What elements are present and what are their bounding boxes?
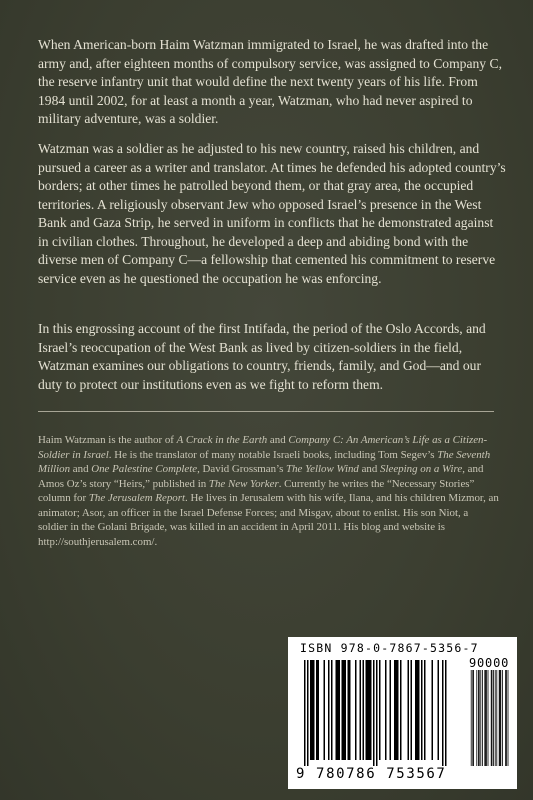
barcode-bar bbox=[421, 660, 423, 760]
barcode-bar bbox=[408, 660, 410, 760]
isbn-label: ISBN 978-0-7867-5356-7 bbox=[300, 641, 479, 655]
barcode-bar bbox=[499, 670, 500, 766]
barcode-bar bbox=[438, 660, 440, 760]
barcode-bar bbox=[473, 670, 474, 766]
barcode-bar bbox=[360, 660, 362, 760]
barcode-bar bbox=[390, 660, 392, 760]
barcode-bar bbox=[343, 660, 345, 760]
book-title: The Yellow Wind bbox=[286, 463, 359, 475]
book-title: Company C: An American’s Life as a Citizen-Soldier in Israel bbox=[38, 434, 488, 461]
barcode-bar bbox=[367, 660, 369, 760]
book-title: A Crack in the Earth bbox=[176, 434, 268, 446]
barcode-bar bbox=[370, 660, 372, 760]
barcode-bar bbox=[310, 660, 312, 760]
barcode-bar bbox=[379, 660, 381, 760]
barcode-bar bbox=[337, 660, 339, 760]
barcode-bar bbox=[345, 660, 347, 760]
barcode-bar bbox=[400, 660, 402, 760]
barcode-bar bbox=[486, 670, 487, 766]
barcode-bar bbox=[411, 660, 413, 760]
divider-rule bbox=[38, 411, 494, 412]
barcode-bar bbox=[339, 660, 341, 760]
barcode-bar bbox=[479, 670, 480, 766]
barcode-bar bbox=[478, 670, 479, 766]
bio-text: , David Grossman’s bbox=[197, 463, 287, 475]
barcode-bar bbox=[366, 660, 368, 760]
author-bio bbox=[38, 433, 500, 549]
addon-barcode bbox=[470, 670, 510, 768]
barcode-bar bbox=[502, 670, 503, 766]
barcode-bar bbox=[418, 660, 420, 760]
bio-text: , and Amos Oz’s story “Heirs,” published in bbox=[38, 463, 484, 490]
blurb-paragraph-3 bbox=[38, 320, 506, 394]
barcode-bar bbox=[312, 660, 314, 760]
barcode-bar bbox=[376, 660, 378, 766]
price-addon-digits: 90000 bbox=[469, 656, 510, 670]
barcode-bar bbox=[508, 670, 509, 766]
book-title: Sleeping on a Wire bbox=[380, 463, 463, 475]
publication-title: The Jerusalem Report bbox=[88, 492, 185, 504]
barcode-bar bbox=[493, 670, 494, 766]
barcode-bar bbox=[506, 670, 507, 766]
blurb-paragraph-1 bbox=[38, 36, 506, 129]
barcode-bar bbox=[492, 670, 493, 766]
publication-title: The New Yorker bbox=[208, 477, 279, 490]
book-title: One Palestine Complete bbox=[91, 463, 198, 475]
barcode-bar bbox=[484, 670, 485, 766]
bio-text: . He lives in Jerusalem with his wife, Ilana, and his children Mizmor, an animator; Asor, an officer in the Israel Defense Forces; and Misgav, about to enlist. His son Niot, a soldier in the Golani Brigade, was killed in an accident in April 2011. His blog and website is http://southjerusalem.com/. bbox=[38, 492, 499, 548]
barcode-bar bbox=[318, 660, 320, 760]
barcode-bar bbox=[313, 660, 315, 760]
barcode-bar bbox=[397, 660, 399, 760]
blurb-text-1: When American-born Haim Watzman immigrated to Israel, he was drafted into the army and, after eighteen months of compulsory service, was assigned to Company C, the reserve infantry unit that would define the next twenty years of his life. From 1984 until 2002, for at least a month a year, Watzman, who had never aspired to military adventure, was a soldier. bbox=[38, 37, 502, 126]
bio-text: . He is the translator of many notable Israeli books, including Tom Segev’s bbox=[108, 448, 438, 461]
barcode-bar bbox=[432, 660, 434, 760]
barcode-bar bbox=[495, 670, 496, 766]
barcode-bar bbox=[324, 660, 326, 760]
blurb-paragraph-2 bbox=[38, 140, 506, 288]
bio-text: and bbox=[358, 463, 381, 475]
barcode-bar bbox=[471, 670, 472, 766]
bio-text: . Currently he writes the “Necessary Stories” column for bbox=[38, 477, 475, 504]
barcode-bar bbox=[331, 660, 333, 760]
barcode-bar bbox=[355, 660, 357, 760]
bio-text: and bbox=[267, 434, 289, 446]
barcode-bar bbox=[342, 660, 344, 760]
barcode-bar bbox=[396, 660, 398, 760]
barcode-bar bbox=[496, 670, 497, 766]
barcode-bar bbox=[445, 660, 447, 766]
barcode-bar bbox=[304, 660, 306, 766]
barcode-bar bbox=[394, 660, 396, 760]
barcode-bar bbox=[424, 660, 426, 760]
barcode-bar bbox=[476, 670, 477, 766]
barcode-bar bbox=[363, 660, 365, 760]
barcode-bar bbox=[480, 670, 481, 766]
ean13-barcode bbox=[300, 660, 460, 768]
barcode-bar bbox=[415, 660, 417, 760]
blurb-text-2: Watzman was a soldier as he adjusted to his new country, raised his children, and pursued a career as a writer and translator. At times he defended his adopted country’s borders; at other times he patrolled beyond them, or that gray area, the occupied territories. A religiously observant Jew who opposed Israel’s presence in the West Bank and Gaza Strip, he served in uniform in conflicts that he demonstrated against in civilian clothes. Throughout, he developed a deep and abiding bond with the diverse men of Company C—a fellowship that cemented his commitment to reserve service even as he questioned the occupation he was enforcing. bbox=[38, 141, 506, 286]
barcode-bar bbox=[500, 670, 501, 766]
barcode-bar bbox=[485, 670, 486, 766]
barcode-bar bbox=[349, 660, 351, 760]
blurb-text-3: In this engrossing account of the first Intifada, the period of the Oslo Accords, and Israel’s reoccupation of the West Bank as lived by citizen-soldiers in the field, Watzman examines our obligations to country, friends, family, and God—and our duty to protect our institutions even as we fight to reform them. bbox=[38, 321, 486, 392]
barcode-bar bbox=[373, 660, 375, 766]
barcode-bar bbox=[482, 670, 483, 766]
barcode-bar bbox=[385, 660, 387, 760]
barcode-bar bbox=[307, 660, 309, 766]
barcode-bar bbox=[491, 670, 492, 766]
barcode-bar bbox=[488, 670, 489, 766]
barcode-bar bbox=[348, 660, 350, 760]
barcode-bar bbox=[369, 660, 371, 760]
barcode-bar bbox=[336, 660, 338, 760]
ean-digits: 9 780786 753567 bbox=[296, 766, 447, 782]
bio-text: Haim Watzman is the author of bbox=[38, 434, 177, 446]
barcode-bar bbox=[500, 670, 501, 766]
barcode-bar bbox=[417, 660, 419, 760]
barcode-bar bbox=[328, 660, 330, 760]
book-title: The Seventh Million bbox=[38, 448, 491, 475]
barcode-bar bbox=[442, 660, 444, 766]
barcode-bar bbox=[472, 670, 473, 766]
barcode-bar bbox=[316, 660, 318, 760]
bio-text: and bbox=[70, 463, 92, 475]
barcode-bar bbox=[505, 670, 506, 766]
